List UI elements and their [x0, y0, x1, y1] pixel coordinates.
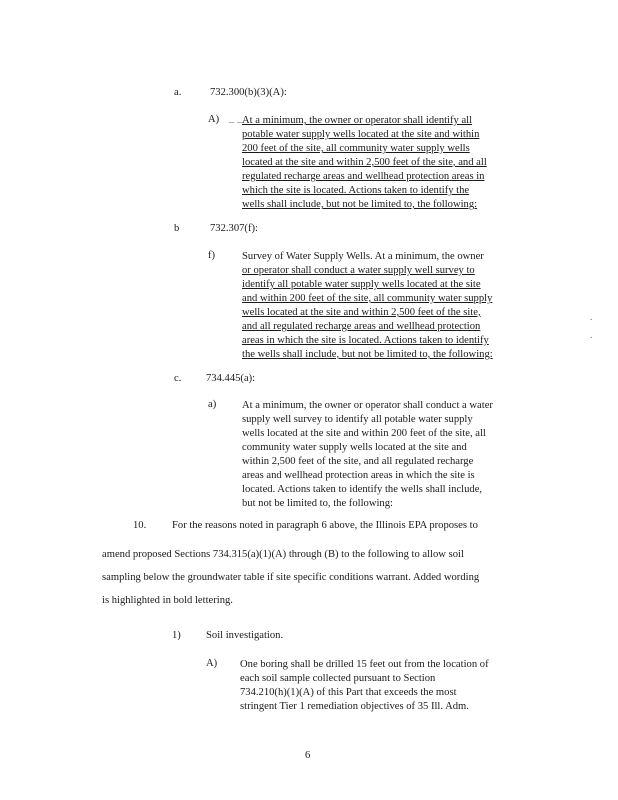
- page-number: 6: [305, 750, 311, 761]
- text-line: At a minimum, the owner or operator shall conduct a water: [242, 400, 493, 411]
- text-line: identify all potable water supply wells located at the site: [242, 279, 481, 290]
- item-b-label: b: [174, 223, 180, 234]
- text-line: located. Actions taken to identify the wells shall include,: [242, 484, 483, 495]
- text-line: wells located at the site and within 2,500 feet of the site,: [242, 307, 481, 318]
- paragraph-10-body: [102, 543, 479, 612]
- text-line: wells located at the site and within 200 feet of the site, all: [242, 428, 486, 439]
- text-line: community water supply wells located at the site and: [242, 442, 467, 453]
- margin-mark: .: [590, 312, 593, 322]
- text-line: or operator shall conduct a water supply well survey to: [242, 265, 475, 276]
- soil-label: 1): [172, 630, 181, 641]
- item-c-section: 734.445(a):: [206, 373, 256, 384]
- text-line: which the site is located. Actions taken to identify the: [242, 185, 470, 196]
- text-line: is highlighted in bold lettering.: [102, 595, 233, 606]
- margin-mark: .: [590, 330, 593, 340]
- soil-text: [240, 658, 489, 714]
- text-line: 200 feet of the site, all community water supply wells: [242, 143, 470, 154]
- text-line: the wells shall include, but not be limited to, the following:: [242, 349, 493, 360]
- text-line: within 2,500 feet of the site, and all regulated recharge: [242, 456, 474, 467]
- item-a-sub-label: A): [208, 114, 220, 125]
- item-b-sub-label: f): [208, 250, 216, 261]
- text-line: but not be limited to, the following:: [242, 498, 393, 509]
- text-line: located at the site and within 2,500 feet of the site, and all: [242, 157, 487, 168]
- item-b-section: 732.307(f):: [210, 223, 258, 234]
- text-line: One boring shall be drilled 15 feet out from the location of: [240, 659, 489, 670]
- item-c-sub-label: a): [208, 399, 217, 410]
- text-line: and all regulated recharge areas and wellhead protection: [242, 321, 481, 332]
- item-a-label: a.: [174, 87, 182, 98]
- strikethrough-mark: _ _: [229, 113, 243, 124]
- soil-sub-label: A): [206, 658, 218, 669]
- text-line: sampling below the groundwater table if site specific conditions warrant. Added wording: [102, 572, 480, 583]
- paragraph-10-first-line: For the reasons noted in paragraph 6 above, the Illinois EPA proposes to: [172, 520, 478, 531]
- text-line: wells shall include, but not be limited to, the following:: [242, 199, 478, 210]
- text-line: and within 200 feet of the site, all community water supply: [242, 293, 493, 304]
- text-line: each soil sample collected pursuant to Section: [240, 673, 436, 684]
- text-line: 734.210(h)(1)(A) of this Part that exceeds the most: [240, 687, 457, 698]
- text-line: stringent Tier 1 remediation objectives of 35 Ill. Adm.: [240, 701, 469, 712]
- paragraph-10-number: 10.: [133, 520, 147, 531]
- text-line: Survey of Water Supply Wells. At a minimum, the owner: [242, 251, 484, 262]
- soil-heading: Soil investigation.: [206, 630, 284, 641]
- text-line: supply well survey to identify all potable water supply: [242, 414, 473, 425]
- item-a-section: 732.300(b)(3)(A):: [210, 87, 287, 98]
- text-line: regulated recharge areas and wellhead protection areas in: [242, 171, 485, 182]
- text-line: areas in which the site is located. Actions taken to identify: [242, 335, 489, 346]
- item-a-text: [242, 114, 487, 212]
- text-line: At a minimum, the owner or operator shall identify all: [242, 115, 473, 126]
- text-line: amend proposed Sections 734.315(a)(1)(A) through (B) to the following to allow soil: [102, 549, 464, 560]
- text-line: areas and wellhead protection areas in which the site is: [242, 470, 475, 481]
- item-b-text: [242, 250, 493, 362]
- item-c-label: c.: [174, 373, 182, 384]
- text-line: potable water supply wells located at the site and within: [242, 129, 480, 140]
- item-c-text: [242, 399, 493, 511]
